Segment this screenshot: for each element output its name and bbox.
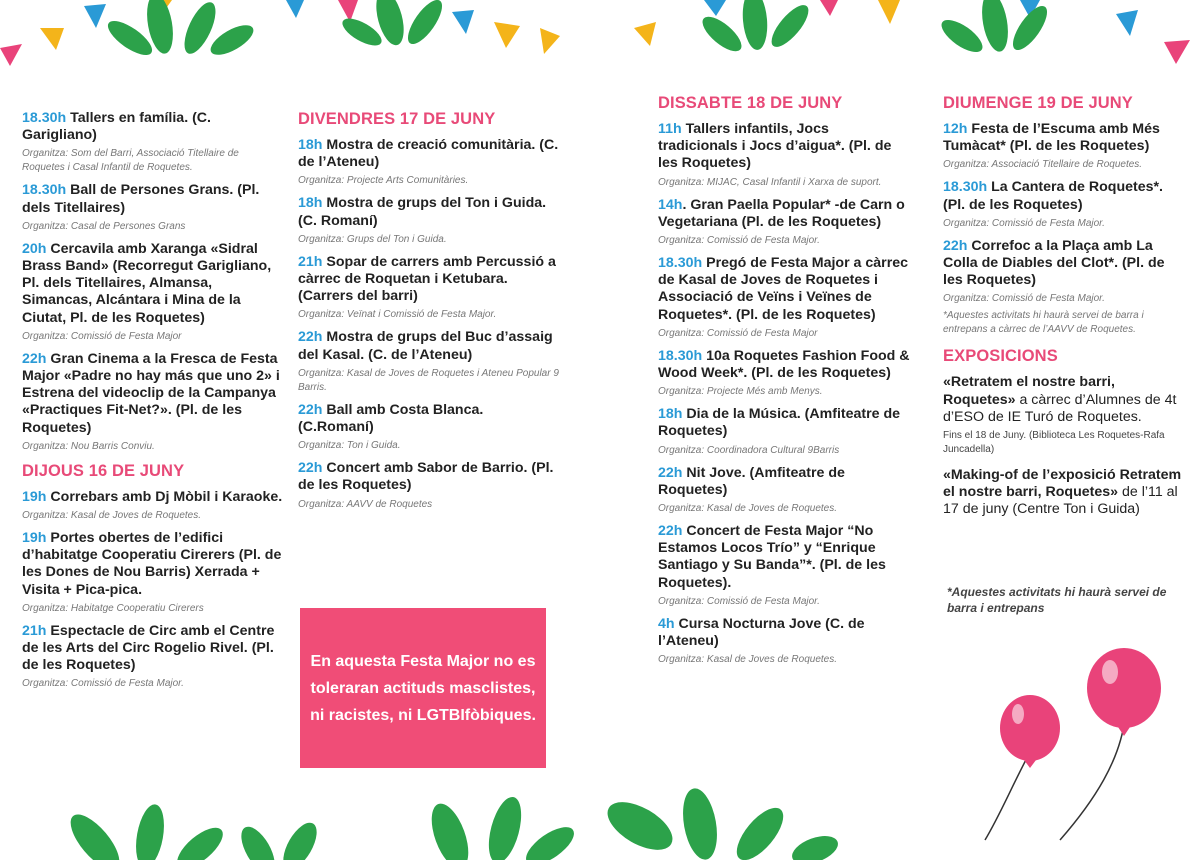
exposition-item (943, 374, 1188, 457)
event-time: 18.30h (658, 255, 703, 272)
event-organizer: Organitza: Veïnat i Comissió de Festa Major. (298, 309, 497, 321)
exposition-item (943, 467, 1188, 519)
event-title: Nit Jove. (Amfiteatre de Roquetes) (658, 464, 845, 498)
section (22, 110, 284, 454)
event-title: Pregó de Festa Major a càrrec de Kasal de Joves de Roquetes i Associació de Veïns i Veïnes de Roquetes*. (Pl. de les Roquetes) (658, 255, 908, 323)
event (298, 195, 560, 246)
day-heading: DIJOUS 16 DE JUNY (22, 461, 185, 480)
event-time: 12h (943, 121, 968, 137)
section (22, 462, 284, 692)
event-organizer: Organitza: Comissió de Festa Major. (658, 595, 820, 607)
event-organizer: Organitza: Kasal de Joves de Roquetes. (22, 510, 201, 522)
event-time: 14h (658, 196, 683, 213)
footnote: *Aquestes activitats hi haurà servei de barra i entrepans (947, 585, 1167, 615)
event-organizer: Organitza: MIJAC, Casal Infantil i Xarxa de suport. (658, 176, 882, 188)
event-organizer: Organitza: Som del Barri, Associació Titellaire de Roquetes i Casal Infantil de Roquetes. (22, 148, 239, 174)
event-time: 18.30h (22, 182, 67, 199)
exposition-details: a càrrec d’Alumnes de 4t d’ESO de IE Turó de Roquetes. (943, 391, 1177, 425)
exposition-title: «Retratem el nostre barri, Roquetes» (943, 374, 1115, 408)
section (943, 94, 1188, 337)
event (22, 182, 284, 233)
event (658, 406, 912, 457)
column-1 (22, 110, 284, 698)
event-title: Portes obertes de l’edifici d’habitatge Cooperatiu Cirerers (Pl. de les Dones de Nou Barris) Xerrada + Visita + Pica-pica. (22, 530, 282, 598)
event-organizer: Organitza: Projecte Arts Comunitàries. (298, 175, 469, 187)
event-organizer: Organitza: Projecte Més amb Menys. (658, 386, 823, 398)
event-title: Espectacle de Circ amb el Centre de les Arts del Circ Rogelio Rivel. (Pl. de les Roquetes) (22, 622, 275, 674)
event (658, 348, 912, 399)
event (943, 179, 1188, 230)
event (22, 530, 284, 616)
event (22, 241, 284, 344)
event (298, 329, 560, 394)
event-organizer: Organitza: Ton i Guida. (298, 440, 401, 452)
event-title: Ball amb Costa Blanca. (C.Romaní) (298, 401, 484, 436)
event-time: 22h (298, 460, 323, 477)
event-time: 18.30h (943, 179, 988, 196)
day-heading: DISSABTE 18 DE JUNY (658, 94, 843, 112)
event-note: *Aquestes activitats hi haurà servei de barra i entrepans a càrrec de l’AAVV de Roquetes. (943, 310, 1144, 336)
balloons-icon (985, 648, 1161, 840)
event (943, 121, 1188, 172)
exposicions-section (943, 347, 1188, 518)
event-organizer: Organitza: Comissió de Festa Major (658, 327, 818, 339)
event (658, 616, 912, 667)
event-title: Sopar de carrers amb Percussió a càrrec de Roquetan i Ketubara. (Carrers del barri) (298, 253, 556, 305)
event (658, 255, 912, 341)
event-organizer: Organitza: Kasal de Joves de Roquetes. (658, 503, 837, 515)
event-organizer: Organitza: Grups del Ton i Guida. (298, 233, 447, 245)
column-2 (298, 110, 560, 519)
event-title: Mostra de grups del Ton i Guida. (C. Romaní) (298, 195, 547, 229)
exposition-note: Fins el 18 de Juny. (Biblioteca Les Roquetes-Rafa Juncadella) (943, 430, 1165, 456)
event-time: 22h (298, 329, 323, 346)
column-4 (943, 94, 1188, 529)
column-3 (658, 94, 912, 674)
event-organizer: Organitza: Casal de Persones Grans (22, 220, 186, 232)
event (658, 523, 912, 609)
event-time: 19h (22, 530, 47, 547)
exposicions-heading: EXPOSICIONS (943, 347, 1058, 366)
event-title: Festa de l’Escuma amb Més Tumàcat* (Pl. de les Roquetes) (943, 121, 1160, 155)
event-title: Cursa Nocturna Jove (C. de l’Ateneu) (658, 615, 865, 650)
event-title: Dia de la Música. (Amfiteatre de Roquetes) (658, 406, 901, 440)
event (658, 121, 912, 190)
event-organizer: Organitza: AAVV de Roquetes (298, 498, 433, 510)
event-time: 20h (22, 240, 47, 257)
event-time: 22h (298, 401, 323, 418)
event-title: Correbars amb Dj Mòbil i Karaoke. (50, 488, 283, 505)
event-title: Gran Cinema a la Fresca de Festa Major «Padre no hay más que uno 2» i Estrena del videoclip de la Campanya «Practiques Fit-Net?». (Pl. de les Roquetes) (22, 350, 280, 436)
event-organizer: Organitza: Comissió de Festa Major. (658, 235, 820, 247)
bunting-flags-icon (0, 0, 1190, 66)
event-organizer: Organitza: Comissió de Festa Major. (943, 293, 1105, 305)
day-heading: DIUMENGE 19 DE JUNY (943, 94, 1133, 112)
event-organizer: Organitza: Nou Barris Conviu. (22, 440, 155, 452)
event-time: 18.30h (658, 347, 703, 364)
event-title: Concert amb Sabor de Barrio. (Pl. de les Roquetes) (298, 460, 554, 494)
event-time: 4h (658, 615, 675, 632)
event-title: Mostra de creació comunitària. (C. de l’Ateneu) (298, 137, 559, 171)
event (658, 465, 912, 516)
event (943, 238, 1188, 338)
event-time: 11h (658, 121, 682, 137)
day-heading: DIVENDRES 17 DE JUNY (298, 110, 496, 128)
event-organizer: Organitza: Comissió de Festa Major. (943, 217, 1105, 229)
event-time: 18h (298, 137, 323, 153)
event-title: Ball de Persones Grans. (Pl. dels Titellaires) (22, 182, 260, 216)
event-title: Tallers en família. (C. Garigliano) (22, 110, 211, 144)
tolerance-notice: En aquesta Festa Major no es toleraran actituds masclistes, ni racistes, ni LGTBIfòbiques. (300, 608, 546, 768)
event-organizer: Organitza: Kasal de Joves de Roquetes i Ateneu Popular 9 Barris. (298, 367, 559, 393)
event (22, 489, 284, 523)
event-time: 19h (22, 488, 47, 505)
event (22, 351, 284, 454)
event-organizer: Organitza: Habitatge Cooperatiu Cirerers (22, 602, 204, 614)
event-time: 22h (22, 350, 47, 367)
event-title: Cercavila amb Xaranga «Sidral Brass Band» (Recorregut Garigliano, Pl. dels Titellaires, Almansa, Simancas, Alcántara i Mina de la Ciutat, Pl. de les Roquetes) (22, 240, 272, 326)
event-organizer: Organitza: Kasal de Joves de Roquetes. (658, 654, 837, 666)
event-title: Tallers infantils, Jocs tradicionals i Jocs d’aigua*. (Pl. de les Roquetes) (658, 121, 892, 172)
event-title: 10a Roquetes Fashion Food & Wood Week*. (Pl. de les Roquetes) (658, 347, 910, 382)
event-time: 18.30h (22, 110, 67, 126)
event (22, 110, 284, 175)
event (658, 197, 912, 248)
section (298, 110, 560, 512)
event-organizer: Organitza: Comissió de Festa Major. (22, 678, 184, 690)
event-title: La Cantera de Roquetes*. (Pl. de les Roquetes) (943, 179, 1163, 213)
event (298, 254, 560, 323)
event-title: Mostra de grups del Buc d’assaig del Kasal. (C. de l’Ateneu) (298, 329, 553, 363)
event-organizer: Organitza: Coordinadora Cultural 9Barris (658, 444, 840, 456)
event-title: Correfoc a la Plaça amb La Colla de Diables del Clot*. (Pl. de les Roquetes) (943, 237, 1165, 289)
exposition-details: de l’11 al 17 de juny (Centre Ton i Guida) (943, 484, 1178, 518)
event (298, 137, 560, 188)
section (658, 94, 912, 667)
event-title: . Gran Paella Popular* -de Carn o Vegetariana (Pl. de les Roquetes) (658, 196, 905, 230)
event-title: Concert de Festa Major “No Estamos Locos Trío” y “Enrique Santiago y Su Banda”*. (Pl. de les Roquetes). (658, 523, 886, 591)
event-time: 18h (298, 195, 323, 212)
leaves-top-icon (103, 0, 1053, 61)
event-time: 22h (943, 237, 968, 254)
event-time: 22h (658, 523, 683, 540)
exposition-title: «Making-of de l’exposició Retratem el nostre barri, Roquetes» (943, 467, 1182, 501)
event (22, 623, 284, 692)
event-organizer: Organitza: Associació Titellaire de Roquetes. (943, 159, 1143, 171)
event-time: 18h (658, 406, 683, 423)
event-time: 22h (658, 464, 683, 481)
event (298, 402, 560, 453)
event-time: 21h (298, 253, 323, 270)
event-organizer: Organitza: Comissió de Festa Major (22, 330, 182, 342)
leaves-bottom-icon (62, 786, 841, 860)
event (298, 460, 560, 511)
event-time: 21h (22, 622, 47, 639)
